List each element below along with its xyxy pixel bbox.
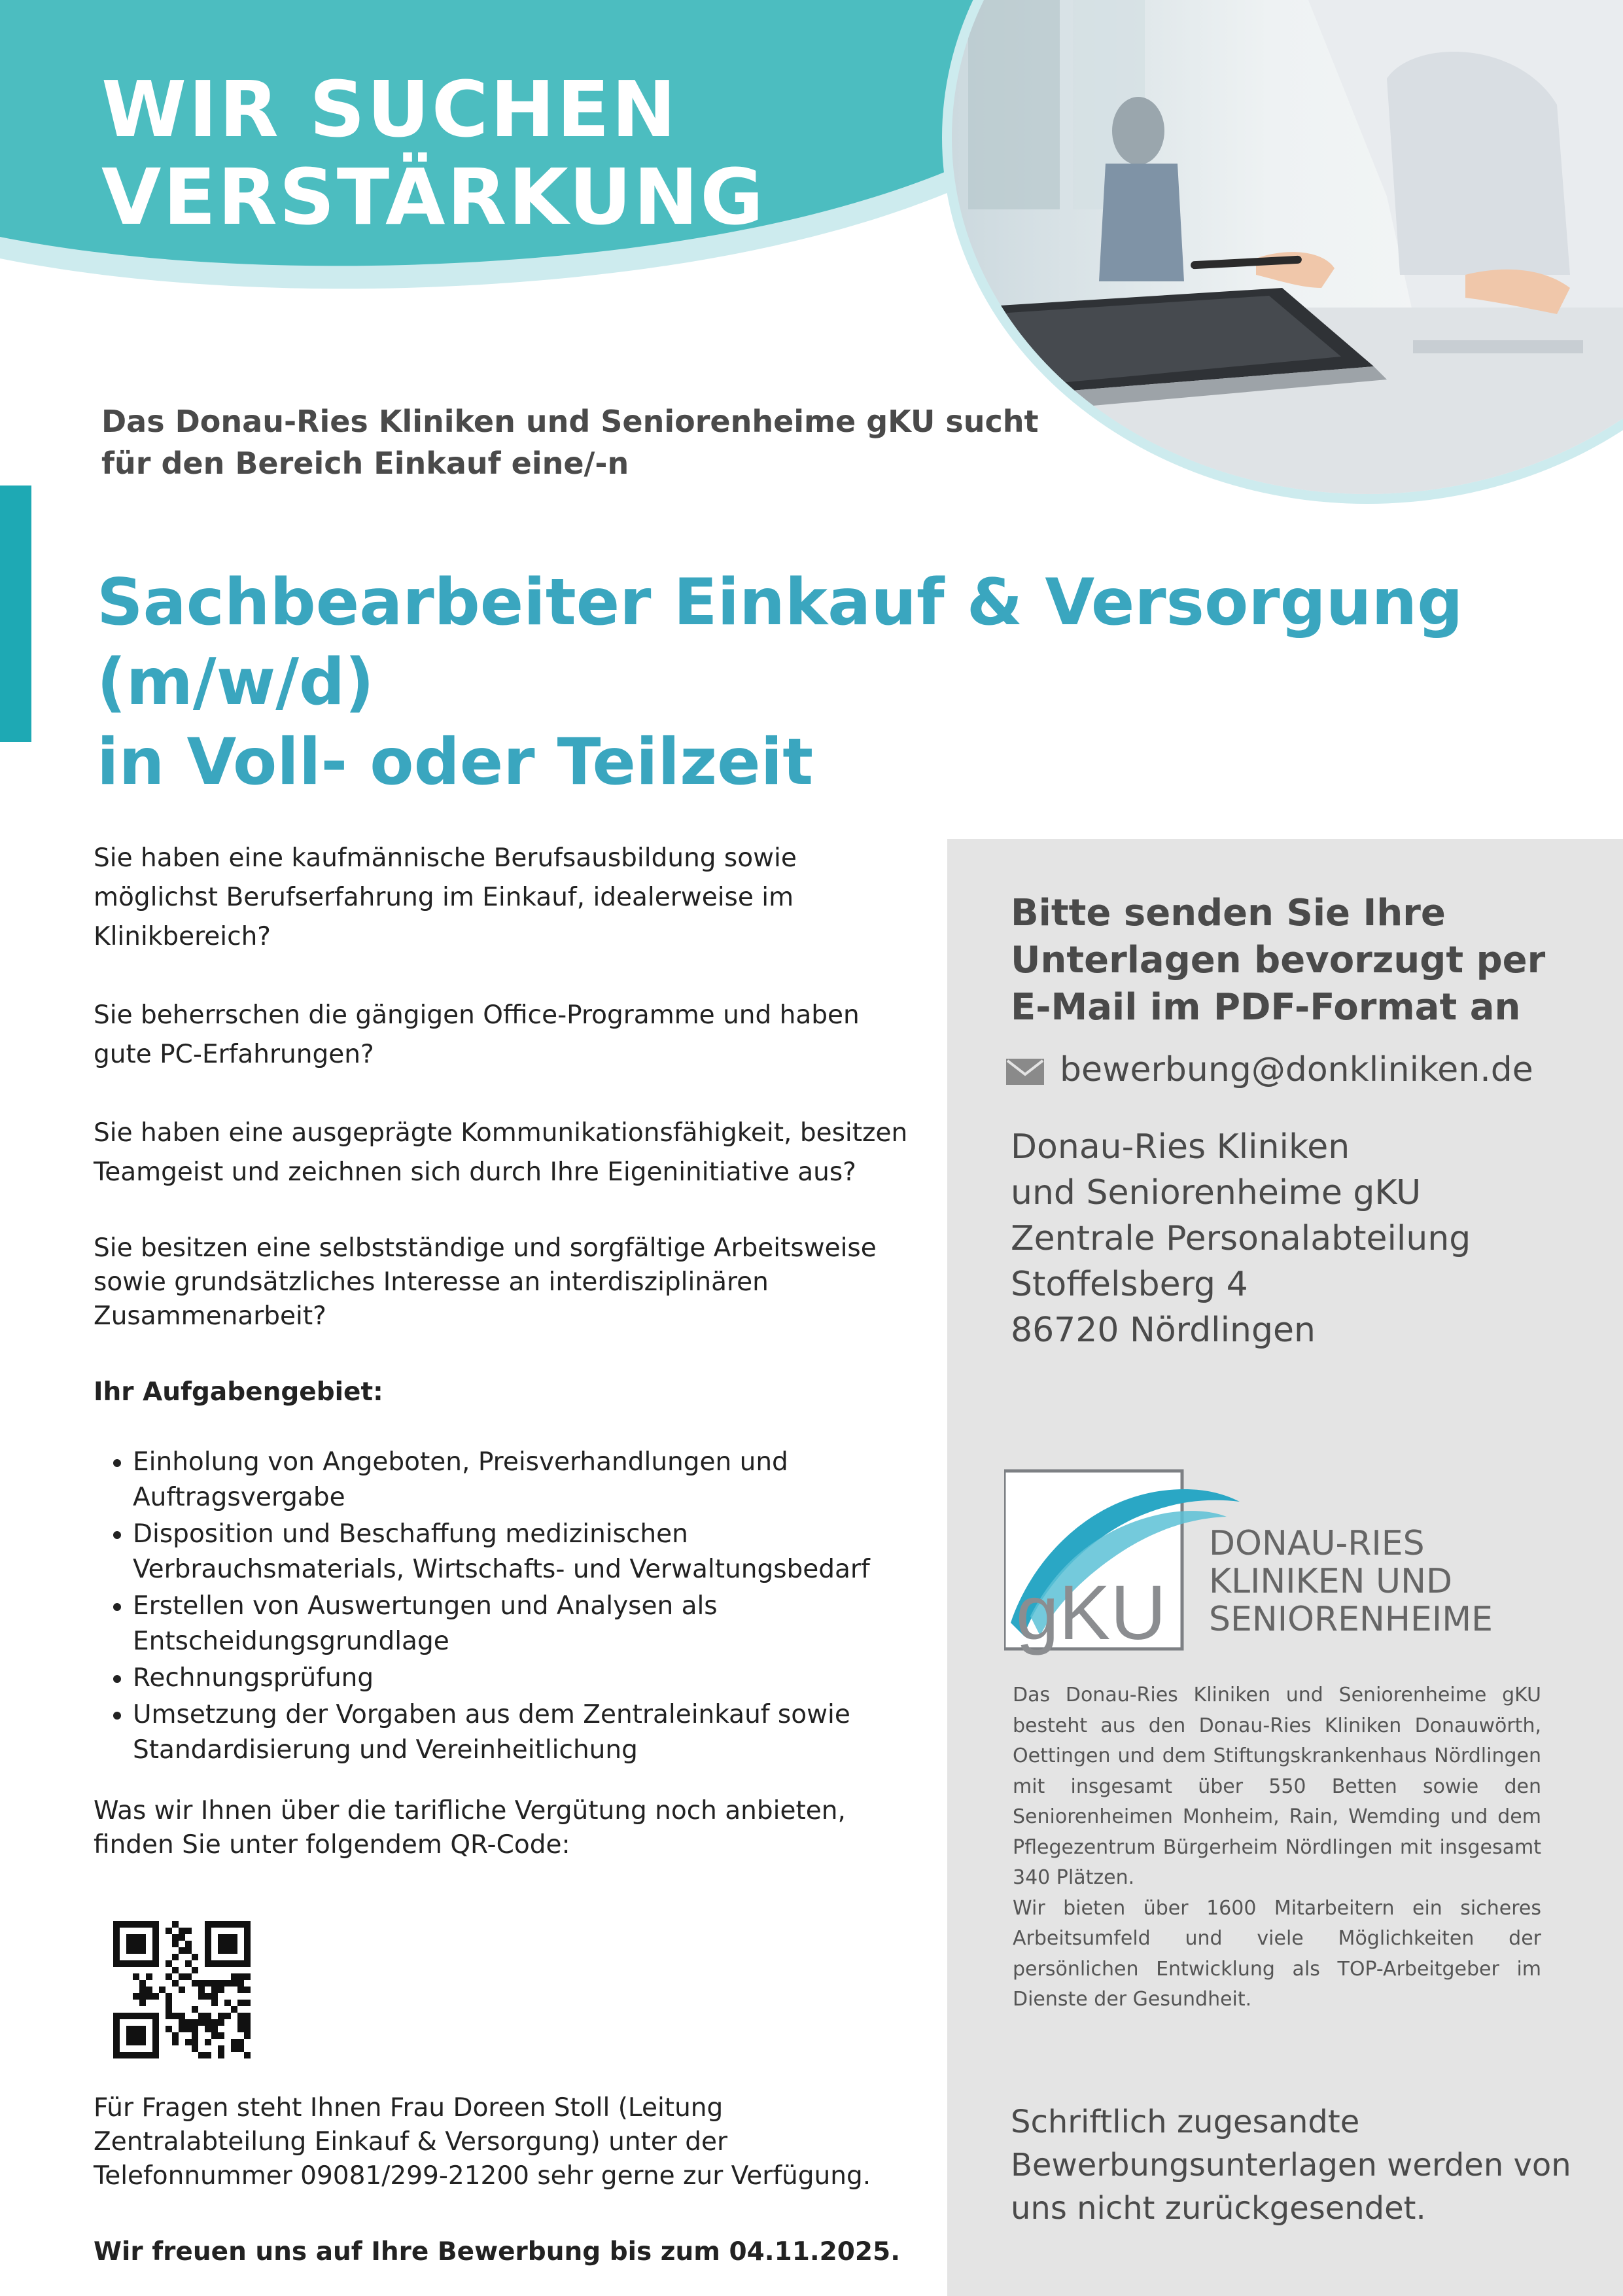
accent-bar: [0, 486, 31, 742]
requirement-work-style: Sie besitzen eine selbstständige und sorgfältige Arbeitsweise sowie grundsätzliches Interesse an interdisziplinären Zusammenarbeit?: [94, 1233, 877, 1331]
logo-text-line: SENIORENHEIME: [1209, 1600, 1493, 1639]
send-line-1: Bitte senden Sie Ihre: [1011, 892, 1446, 934]
requirement-communication: Sie haben eine ausgeprägte Kommunikationsfähigkeit, besitzen Teamgeist und zeichnen sich durch Ihre Eigeninitiative aus?: [94, 1118, 908, 1187]
intro-line-2: für den Bereich Einkauf eine/-n: [101, 446, 629, 481]
intro-text: [101, 400, 1083, 484]
headline-line-1: WIR SUCHEN: [101, 64, 678, 154]
address-line: Zentrale Personalabteilung: [1011, 1219, 1471, 1258]
organization-logo-text: [1209, 1525, 1493, 1638]
requirement-office: Sie beherrschen die gängigen Office-Programme und haben gute PC-Erfahrungen?: [94, 1000, 860, 1069]
task-item: • Umsetzung der Vorgaben aus dem Zentraleinkauf sowie Standardisierung und Vereinheitlichung: [133, 1697, 924, 1768]
address-line: 86720 Nördlingen: [1011, 1311, 1316, 1350]
send-line-3: E-Mail im PDF-Format an: [1011, 986, 1521, 1029]
address-line: und Seniorenheime gKU: [1011, 1173, 1422, 1212]
task-item: • Einholung von Angeboten, Preisverhandlungen und Auftragsvergabe: [133, 1445, 924, 1515]
headline-line-2: VERSTÄRKUNG: [101, 152, 766, 242]
about-paragraph-1: Das Donau-Ries Kliniken und Seniorenheime gKU besteht aus den Donau-Ries Kliniken Donauwörth, Oettingen und dem Stiftungskrankenhaus Nördlingen mit insgesamt über 550 Betten sowie den Seniorenheimen Monheim, Rain, Wemding und dem Pflegezentrum Bürgerheim Nördlingen mit insgesamt 340 Plätzen.: [1013, 1684, 1541, 1889]
send-instructions: [1011, 890, 1599, 1031]
intro-line-1: Das Donau-Ries Kliniken und Seniorenheime gKU sucht: [101, 404, 1039, 439]
return-policy-note: [1011, 2100, 1599, 2230]
task-item: • Rechnungsprüfung: [133, 1661, 924, 1696]
address-line: Stoffelsberg 4: [1011, 1265, 1248, 1304]
envelope-icon: [1006, 1059, 1044, 1085]
note-line-1: Schriftlich zugesandte: [1011, 2104, 1360, 2140]
headline: [101, 65, 765, 241]
note-line-3: uns nicht zurückgesendet.: [1011, 2190, 1426, 2227]
gku-logo-mark: [1004, 1466, 1240, 1662]
tasks-heading: Ihr Aufgabengebiet:: [94, 1377, 383, 1407]
tasks-list: [94, 1445, 924, 1768]
application-email-link[interactable]: bewerbung@donkliniken.de: [1060, 1050, 1533, 1089]
requirement-education: Sie haben eine kaufmännische Berufsausbildung sowie möglichst Berufserfahrung im Einkauf, idealerweise im Klinikbereich?: [94, 843, 797, 951]
qr-code[interactable]: [113, 1921, 251, 2058]
organization-description: [1013, 1680, 1541, 2015]
logo-text-line: KLINIKEN UND: [1209, 1562, 1453, 1601]
application-deadline: Wir freuen uns auf Ihre Bewerbung bis zum 04.11.2025.: [94, 2237, 901, 2267]
send-line-2: Unterlagen bevorzugt per: [1011, 939, 1546, 981]
salary-qr-text: Was wir Ihnen über die tarifliche Vergütung noch anbieten, finden Sie unter folgendem QR-Code:: [94, 1796, 846, 1860]
address-line: Donau-Ries Kliniken: [1011, 1127, 1350, 1167]
logo-mark-text: gKU: [1016, 1570, 1166, 1656]
logo-text-line: DONAU-RIES: [1209, 1524, 1425, 1563]
requirements-column: [94, 839, 924, 2272]
job-title: [97, 563, 1569, 802]
task-item: • Disposition und Beschaffung medizinischen Verbrauchsmaterials, Wirtschafts- und Verwaltungsbedarf: [133, 1517, 924, 1587]
task-item: • Erstellen von Auswertungen und Analysen als Entscheidungsgrundlage: [133, 1589, 924, 1659]
postal-address: [1011, 1124, 1471, 1353]
about-paragraph-2: Wir bieten über 1600 Mitarbeitern ein sicheres Arbeitsumfeld und viele Möglichkeiten der persönlichen Entwicklung als TOP-Arbeitgeber im Dienste der Gesundheit.: [1013, 1896, 1541, 2011]
job-title-line-1: Sachbearbeiter Einkauf & Versorgung (m/w/d): [97, 565, 1463, 720]
note-line-2: Bewerbungsunterlagen werden von: [1011, 2147, 1571, 2183]
job-title-line-2: in Voll- oder Teilzeit: [97, 725, 814, 800]
contact-text: Für Fragen steht Ihnen Frau Doreen Stoll (Leitung Zentralabteilung Einkauf & Versorgung) unter der Telefonnummer 09081/299-21200 sehr gerne zur Verfügung.: [94, 2093, 871, 2191]
